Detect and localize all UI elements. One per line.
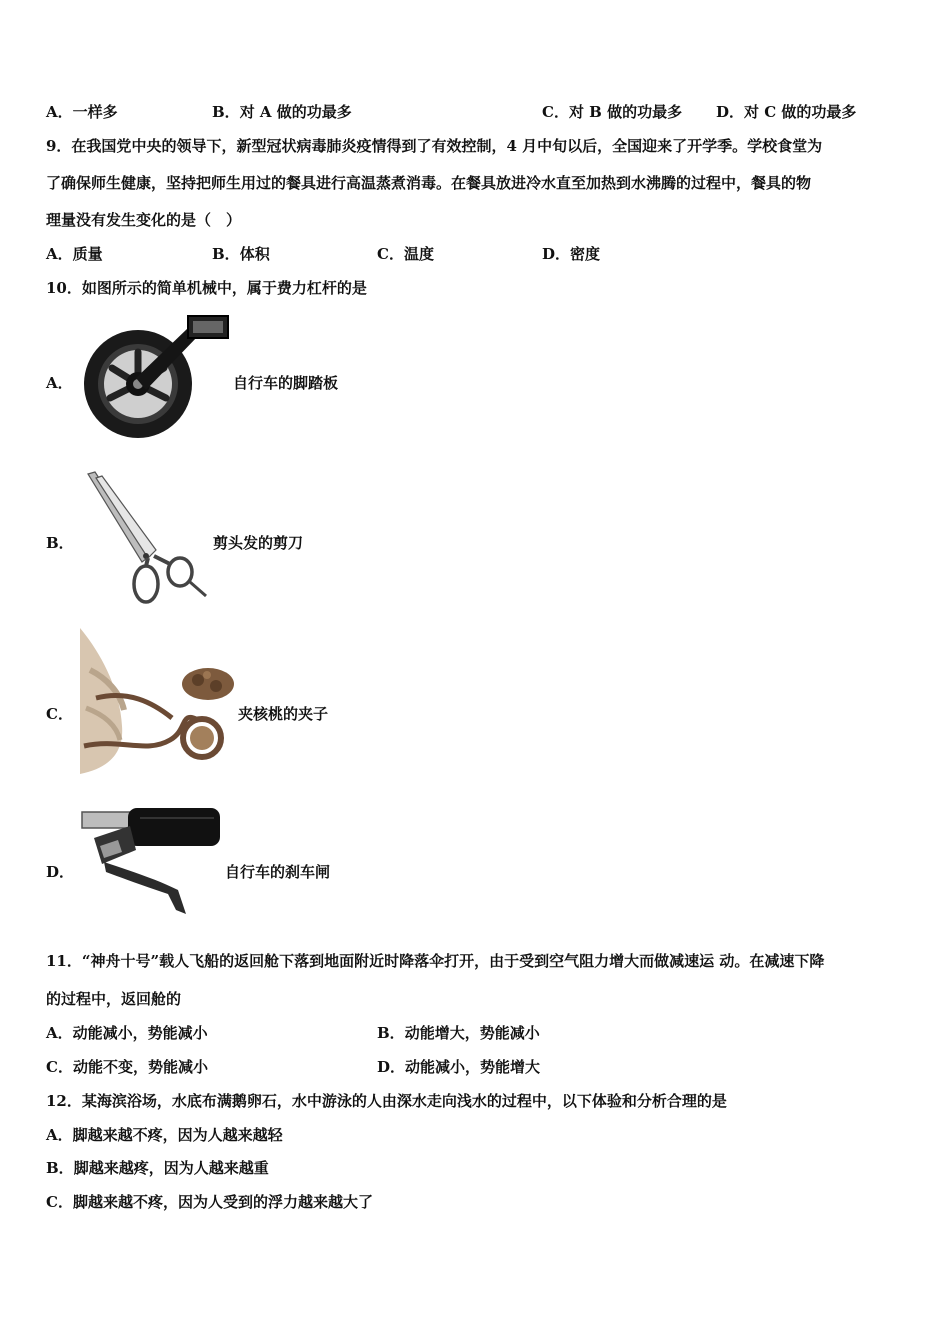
q9-stem-line-3: 理量没有发生变化的是（ ） <box>46 211 242 229</box>
q10-option-d-caption: 自行车的刹车闸 <box>225 863 331 881</box>
q10-option-d-letter: D． <box>46 863 75 881</box>
q12-option-b: B．脚越来越疼，因为人越来越重 <box>46 1159 269 1177</box>
q9-stem-line-1: 9．在我国党中央的领导下，新型冠状病毒肺炎疫情得到了有效控制，4 月中旬以后，全国迎来了开学季。学校食堂为 <box>46 137 823 155</box>
bicycle-pedal-icon <box>80 312 230 442</box>
q12-option-a: A．脚越来越不疼，因为人越来越轻 <box>46 1126 283 1144</box>
q11-stem-line-2: 的过程中，返回舱的 <box>46 990 182 1008</box>
q8-option-a: A．一样多 <box>46 103 118 121</box>
q11-stem-line-1: 11．“神舟十号”载人飞船的返回舱下落到地面附近时降落伞打开，由于受到空气阻力增大而做减速运 动。在减速下降 <box>46 952 825 970</box>
q10-option-a-caption: 自行车的脚踏板 <box>233 374 339 392</box>
scissors-icon <box>84 470 210 606</box>
q12-option-c: C．脚越来越不疼，因为人受到的浮力越来越大了 <box>46 1193 373 1211</box>
q9-option-c: C．温度 <box>377 245 434 263</box>
q12-stem: 12．某海滨浴场，水底布满鹅卵石，水中游泳的人由深水走向浅水的过程中，以下体验和分析合理的是 <box>46 1092 727 1110</box>
q11-option-d: D．动能减小，势能增大 <box>377 1058 541 1076</box>
q10-option-b-caption: 剪头发的剪刀 <box>213 534 304 552</box>
q10-option-b-letter: B． <box>46 534 74 552</box>
nutcracker-icon <box>76 628 236 774</box>
q10-stem: 10．如图所示的简单机械中，属于费力杠杆的是 <box>46 279 367 297</box>
q9-option-a: A．质量 <box>46 245 103 263</box>
q10-option-a-letter: A． <box>46 374 73 392</box>
q8-option-d: D．对 C 做的功最多 <box>716 103 857 121</box>
q9-option-d: D．密度 <box>542 245 601 263</box>
q9-stem-line-2: 了确保师生健康，坚持把师生用过的餐具进行高温蒸煮消毒。在餐具放进冷水直至加热到水沸腾的过程中，餐具的物 <box>46 174 812 192</box>
q11-option-c: C．动能不变，势能减小 <box>46 1058 208 1076</box>
q10-option-c-letter: C． <box>46 705 73 723</box>
q8-option-c: C．对 B 做的功最多 <box>542 103 683 121</box>
brake-lever-icon <box>78 806 224 918</box>
q11-option-b: B．动能增大，势能减小 <box>377 1024 540 1042</box>
q8-option-b: B．对 A 做的功最多 <box>212 103 352 121</box>
q10-option-c-caption: 夹核桃的夹子 <box>238 705 329 723</box>
q11-option-a: A．动能减小，势能减小 <box>46 1024 208 1042</box>
q9-option-b: B．体积 <box>212 245 270 263</box>
